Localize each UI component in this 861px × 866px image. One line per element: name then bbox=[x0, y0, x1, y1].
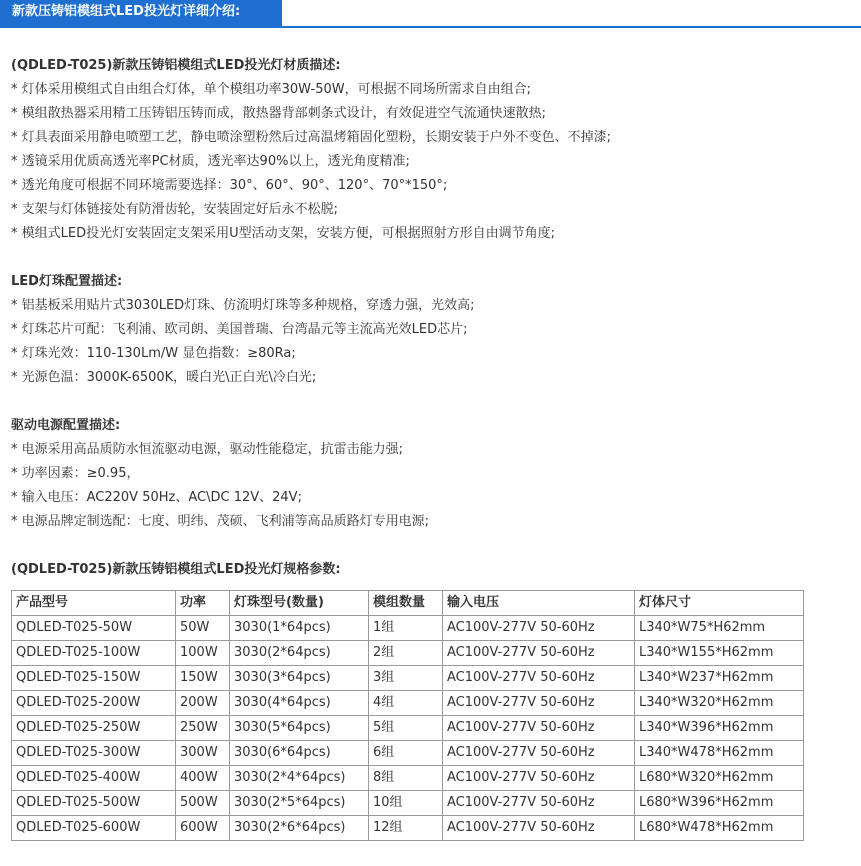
column-header-led-type: 灯珠型号(数量) bbox=[230, 591, 369, 616]
cell-input-voltage: AC100V-277V 50-60Hz bbox=[443, 741, 635, 766]
column-header-power: 功率 bbox=[176, 591, 230, 616]
section-spacer bbox=[11, 390, 851, 414]
section-spacer bbox=[11, 534, 851, 558]
section-spacer bbox=[11, 246, 851, 270]
list-item: * 输入电压：AC220V 50Hz、AC\DC 12V、24V; bbox=[11, 490, 302, 505]
cell-module-count: 12组 bbox=[369, 816, 443, 841]
list-item: * 灯体采用模组式自由组合灯体，单个模组功率30W-50W，可根据不同场所需求自由组合; bbox=[11, 82, 531, 97]
list-item: * 铝基板采用贴片式3030LED灯珠、仿流明灯珠等多种规格，穿透力强，光效高; bbox=[11, 298, 475, 313]
cell-module-count: 6组 bbox=[369, 741, 443, 766]
table-row bbox=[12, 666, 804, 691]
header-bar bbox=[0, 0, 861, 28]
list-item: * 透光角度可根据不同环境需要选择：30°、60°、90°、120°、70°*150°; bbox=[11, 178, 448, 193]
cell-model: QDLED-T025-400W bbox=[12, 766, 176, 791]
material-section-title: (QDLED-T025)新款压铸铝模组式LED投光灯材质描述: bbox=[11, 58, 341, 73]
cell-input-voltage: AC100V-277V 50-60Hz bbox=[443, 666, 635, 691]
list-item: * 支架与灯体链接处有防滑齿轮，安装固定好后永不松脱; bbox=[11, 202, 339, 217]
cell-size: L340*W237*H62mm bbox=[635, 666, 804, 691]
cell-led-type: 3030(6*64pcs) bbox=[230, 741, 369, 766]
table-row bbox=[12, 641, 804, 666]
cell-led-type: 3030(2*4*64pcs) bbox=[230, 766, 369, 791]
cell-model: QDLED-T025-250W bbox=[12, 716, 176, 741]
cell-led-type: 3030(1*64pcs) bbox=[230, 616, 369, 641]
table-row bbox=[12, 691, 804, 716]
cell-input-voltage: AC100V-277V 50-60Hz bbox=[443, 691, 635, 716]
cell-power: 250W bbox=[176, 716, 230, 741]
cell-module-count: 2组 bbox=[369, 641, 443, 666]
cell-power: 400W bbox=[176, 766, 230, 791]
cell-module-count: 4组 bbox=[369, 691, 443, 716]
cell-led-type: 3030(3*64pcs) bbox=[230, 666, 369, 691]
cell-size: L340*W478*H62mm bbox=[635, 741, 804, 766]
cell-input-voltage: AC100V-277V 50-60Hz bbox=[443, 641, 635, 666]
cell-input-voltage: AC100V-277V 50-60Hz bbox=[443, 791, 635, 816]
column-header-model: 产品型号 bbox=[12, 591, 176, 616]
cell-power: 150W bbox=[176, 666, 230, 691]
cell-led-type: 3030(2*64pcs) bbox=[230, 641, 369, 666]
cell-size: L680*W478*H62mm bbox=[635, 816, 804, 841]
cell-size: L340*W320*H62mm bbox=[635, 691, 804, 716]
led-list bbox=[11, 294, 851, 390]
cell-power: 300W bbox=[176, 741, 230, 766]
table-row bbox=[12, 716, 804, 741]
spec-table-body bbox=[12, 616, 804, 841]
cell-input-voltage: AC100V-277V 50-60Hz bbox=[443, 766, 635, 791]
cell-model: QDLED-T025-50W bbox=[12, 616, 176, 641]
cell-led-type: 3030(5*64pcs) bbox=[230, 716, 369, 741]
spec-section-title: (QDLED-T025)新款压铸铝模组式LED投光灯规格参数: bbox=[11, 562, 341, 577]
cell-power: 100W bbox=[176, 641, 230, 666]
header-tab-title: 新款压铸铝模组式LED投光灯详细介绍: bbox=[0, 0, 282, 28]
cell-size: L680*W320*H62mm bbox=[635, 766, 804, 791]
content-area bbox=[11, 54, 851, 841]
cell-led-type: 3030(2*5*64pcs) bbox=[230, 791, 369, 816]
cell-led-type: 3030(4*64pcs) bbox=[230, 691, 369, 716]
cell-model: QDLED-T025-600W bbox=[12, 816, 176, 841]
column-header-module-count: 模组数量 bbox=[369, 591, 443, 616]
cell-led-type: 3030(2*6*64pcs) bbox=[230, 816, 369, 841]
list-item: * 电源采用高品质防水恒流驱动电源，驱动性能稳定，抗雷击能力强; bbox=[11, 442, 404, 457]
column-header-input-voltage: 输入电压 bbox=[443, 591, 635, 616]
cell-size: L340*W75*H62mm bbox=[635, 616, 804, 641]
list-item: * 模组散热器采用精工压铸铝压铸而成，散热器背部刺条式设计，有效促进空气流通快速散热; bbox=[11, 106, 547, 121]
cell-model: QDLED-T025-100W bbox=[12, 641, 176, 666]
cell-module-count: 1组 bbox=[369, 616, 443, 641]
list-item: * 灯珠光效：110-130Lm/W 显色指数：≥80Ra; bbox=[11, 346, 296, 361]
table-row bbox=[12, 791, 804, 816]
cell-power: 500W bbox=[176, 791, 230, 816]
list-item: * 电源品牌定制选配：七度、明纬、茂硕、飞利浦等高品质路灯专用电源; bbox=[11, 514, 430, 529]
cell-input-voltage: AC100V-277V 50-60Hz bbox=[443, 616, 635, 641]
cell-model: QDLED-T025-300W bbox=[12, 741, 176, 766]
cell-power: 50W bbox=[176, 616, 230, 641]
cell-input-voltage: AC100V-277V 50-60Hz bbox=[443, 716, 635, 741]
cell-size: L680*W396*H62mm bbox=[635, 791, 804, 816]
table-row bbox=[12, 616, 804, 641]
material-list bbox=[11, 78, 851, 246]
cell-module-count: 10组 bbox=[369, 791, 443, 816]
driver-list bbox=[11, 438, 851, 534]
table-row bbox=[12, 766, 804, 791]
list-item: * 灯珠芯片可配：飞利浦、欧司朗、美国普瑞、台湾晶元等主流高光效LED芯片; bbox=[11, 322, 468, 337]
cell-power: 600W bbox=[176, 816, 230, 841]
driver-section-title: 驱动电源配置描述: bbox=[11, 418, 121, 433]
list-item: * 透镜采用优质高透光率PC材质，透光率达90%以上，透光角度精准; bbox=[11, 154, 410, 169]
list-item: * 光源色温：3000K-6500K，暖白光\正白光\冷白光; bbox=[11, 370, 317, 385]
table-row bbox=[12, 741, 804, 766]
column-header-size: 灯体尺寸 bbox=[635, 591, 804, 616]
cell-size: L340*W396*H62mm bbox=[635, 716, 804, 741]
cell-module-count: 8组 bbox=[369, 766, 443, 791]
cell-model: QDLED-T025-150W bbox=[12, 666, 176, 691]
list-item: * 功率因素：≥0.95， bbox=[11, 466, 140, 481]
list-item: * 灯具表面采用静电喷塑工艺，静电喷涂塑粉然后过高温烤箱固化塑粉，长期安装于户外不变色、不掉漆; bbox=[11, 130, 612, 145]
cell-input-voltage: AC100V-277V 50-60Hz bbox=[443, 816, 635, 841]
table-row bbox=[12, 816, 804, 841]
cell-module-count: 3组 bbox=[369, 666, 443, 691]
list-item: * 模组式LED投光灯安装固定支架采用U型活动支架，安装方便，可根据照射方形自由调节角度; bbox=[11, 226, 555, 241]
cell-power: 200W bbox=[176, 691, 230, 716]
cell-model: QDLED-T025-500W bbox=[12, 791, 176, 816]
cell-module-count: 5组 bbox=[369, 716, 443, 741]
table-header-row bbox=[12, 591, 804, 616]
spec-table bbox=[11, 590, 804, 841]
led-section-title: LED灯珠配置描述: bbox=[11, 274, 123, 289]
cell-size: L340*W155*H62mm bbox=[635, 641, 804, 666]
cell-model: QDLED-T025-200W bbox=[12, 691, 176, 716]
